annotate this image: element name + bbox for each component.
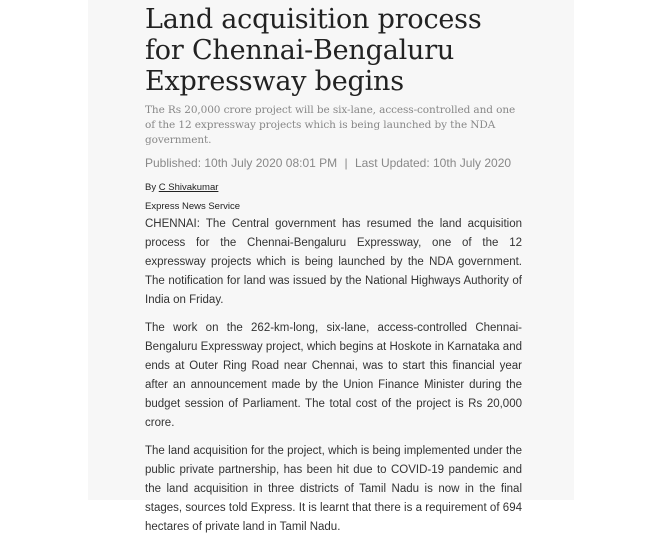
article-paragraph: The work on the 262-km-long, six-lane, access-controlled Chennai-Bengaluru Expressway project, which begins at Hoskote in Karnataka and ends at Outer Ring Road near Chennai, was to start this financial year after an announcement made by the Union Finance Minister during the budget session of Parliament. The total cost of the project is Rs 20,000 crore. (145, 322, 522, 429)
article-subheadline: The Rs 20,000 crore project will be six-lane, access-controlled and one of the 12 expressway projects which is being launched by the NDA government. (145, 104, 516, 146)
article-body (145, 215, 522, 537)
news-agency: Express News Service (145, 201, 241, 212)
author-link[interactable]: C Shivakumar (158, 182, 219, 193)
byline-label: By (145, 182, 157, 193)
article-paragraph: CHENNAI: The Central government has resumed the land acquisition process for the Chennai-Bengaluru Expressway, one of the 12 expressway projects which is being launched by the NDA government. The notification for land was issued by the National Highways Authority of India on Friday. (145, 218, 522, 306)
article-headline: Land acquisition process for Chennai-Bengaluru Expressway begins (145, 4, 482, 97)
date-separator: | (344, 156, 348, 170)
article-paragraph: The land acquisition for the project, which is being implemented under the public private partnership, has been hit due to COVID-19 pandemic and the land acquisition in three districts of Tamil Nadu is now in the final stages, sources told Express. It is learnt that there is a requirement of 694 hectares of private land in Tamil Nadu. (145, 445, 522, 533)
article (145, 4, 522, 537)
byline (145, 182, 522, 194)
published-date: Published: 10th July 2020 08:01 PM (145, 156, 338, 170)
updated-date: Last Updated: 10th July 2020 (354, 156, 512, 170)
article-dates (145, 156, 522, 170)
